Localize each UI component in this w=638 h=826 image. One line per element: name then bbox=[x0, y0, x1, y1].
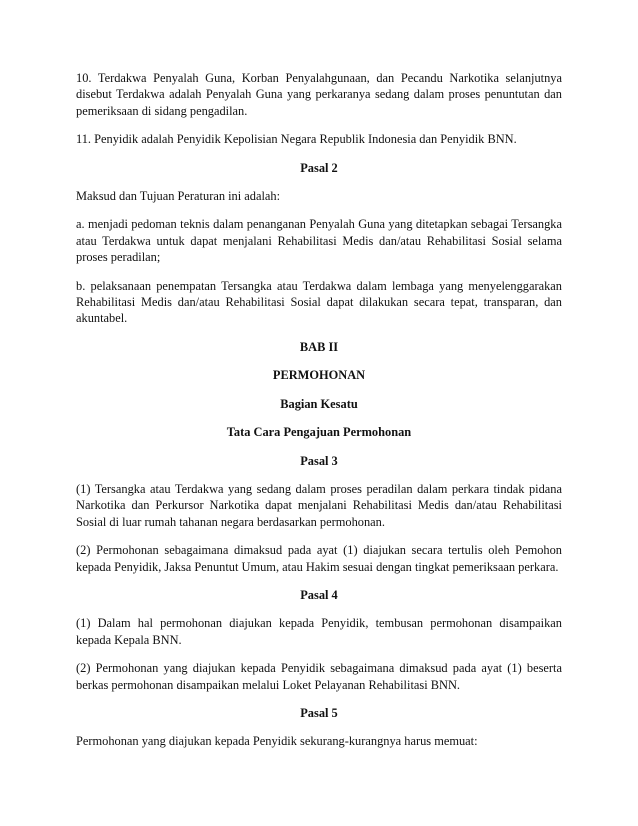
pasal-4-ayat-2: (2) Permohonan yang diajukan kepada Penyidik sebagaimana dimaksud pada ayat (1) beserta berkas permohonan disampaikan melalui Loket Pelayanan Rehabilitasi BNN. bbox=[76, 661, 562, 692]
pasal-5-intro: Permohonan yang diajukan kepada Penyidik sekurang-kurangnya harus memuat: bbox=[76, 734, 478, 749]
tata-cara-heading: Tata Cara Pengajuan Permohonan bbox=[226, 425, 412, 440]
purpose-item-a: a. menjadi pedoman teknis dalam penanganan Penyalah Guna yang ditetapkan sebagai Tersangka atau Terdakwa untuk dapat menjalani Rehabilitasi Medis dan/atau Rehabilitasi Sosial selama proses peradilan; bbox=[76, 217, 562, 265]
document-page bbox=[76, 70, 562, 762]
purpose-intro: Maksud dan Tujuan Peraturan ini adalah: bbox=[76, 189, 281, 204]
bab-ii-heading: BAB II bbox=[299, 339, 339, 354]
definition-11: 11. Penyidik adalah Penyidik Kepolisian Negara Republik Indonesia dan Penyidik BNN. bbox=[76, 132, 517, 147]
pasal-3-ayat-2: (2) Permohonan sebagaimana dimaksud pada ayat (1) diajukan secara tertulis oleh Pemohon kepada Penyidik, Jaksa Penuntut Umum, atau Hakim sesuai dengan tingkat pemeriksaan perkara. bbox=[76, 543, 562, 574]
pasal-3-ayat-1: (1) Tersangka atau Terdakwa yang sedang dalam proses peradilan dalam perkara tindak pidana Narkotika dan Perkursor Narkotika dapat menjalani Rehabilitasi Medis dan/atau Rehabilitasi Sosial di luar rumah tahanan negara berdasarkan permohonan. bbox=[76, 481, 562, 529]
pasal-4-ayat-1: (1) Dalam hal permohonan diajukan kepada Penyidik, tembusan permohonan disampaikan kepada Kepala BNN. bbox=[76, 616, 562, 647]
pasal-3-heading: Pasal 3 bbox=[300, 453, 338, 468]
permohonan-heading: PERMOHONAN bbox=[272, 368, 366, 383]
pasal-4-heading: Pasal 4 bbox=[300, 587, 338, 602]
purpose-item-b: b. pelaksanaan penempatan Tersangka atau Terdakwa dalam lembaga yang menyelenggarakan Rehabilitasi Medis dan/atau Rehabilitasi Sosial dapat dilakukan secara tepat, transparan, dan akuntabel. bbox=[76, 278, 562, 326]
bagian-kesatu-heading: Bagian Kesatu bbox=[280, 396, 358, 411]
definition-10: 10. Terdakwa Penyalah Guna, Korban Penyalahgunaan, dan Pecandu Narkotika selanjutnya disebut Terdakwa adalah Penyalah Guna yang perkaranya sedang dalam proses penuntutan dan pemeriksaan di sidang pengadilan. bbox=[76, 71, 562, 118]
pasal-5-heading: Pasal 5 bbox=[300, 705, 338, 720]
pasal-2-heading: Pasal 2 bbox=[300, 160, 338, 175]
